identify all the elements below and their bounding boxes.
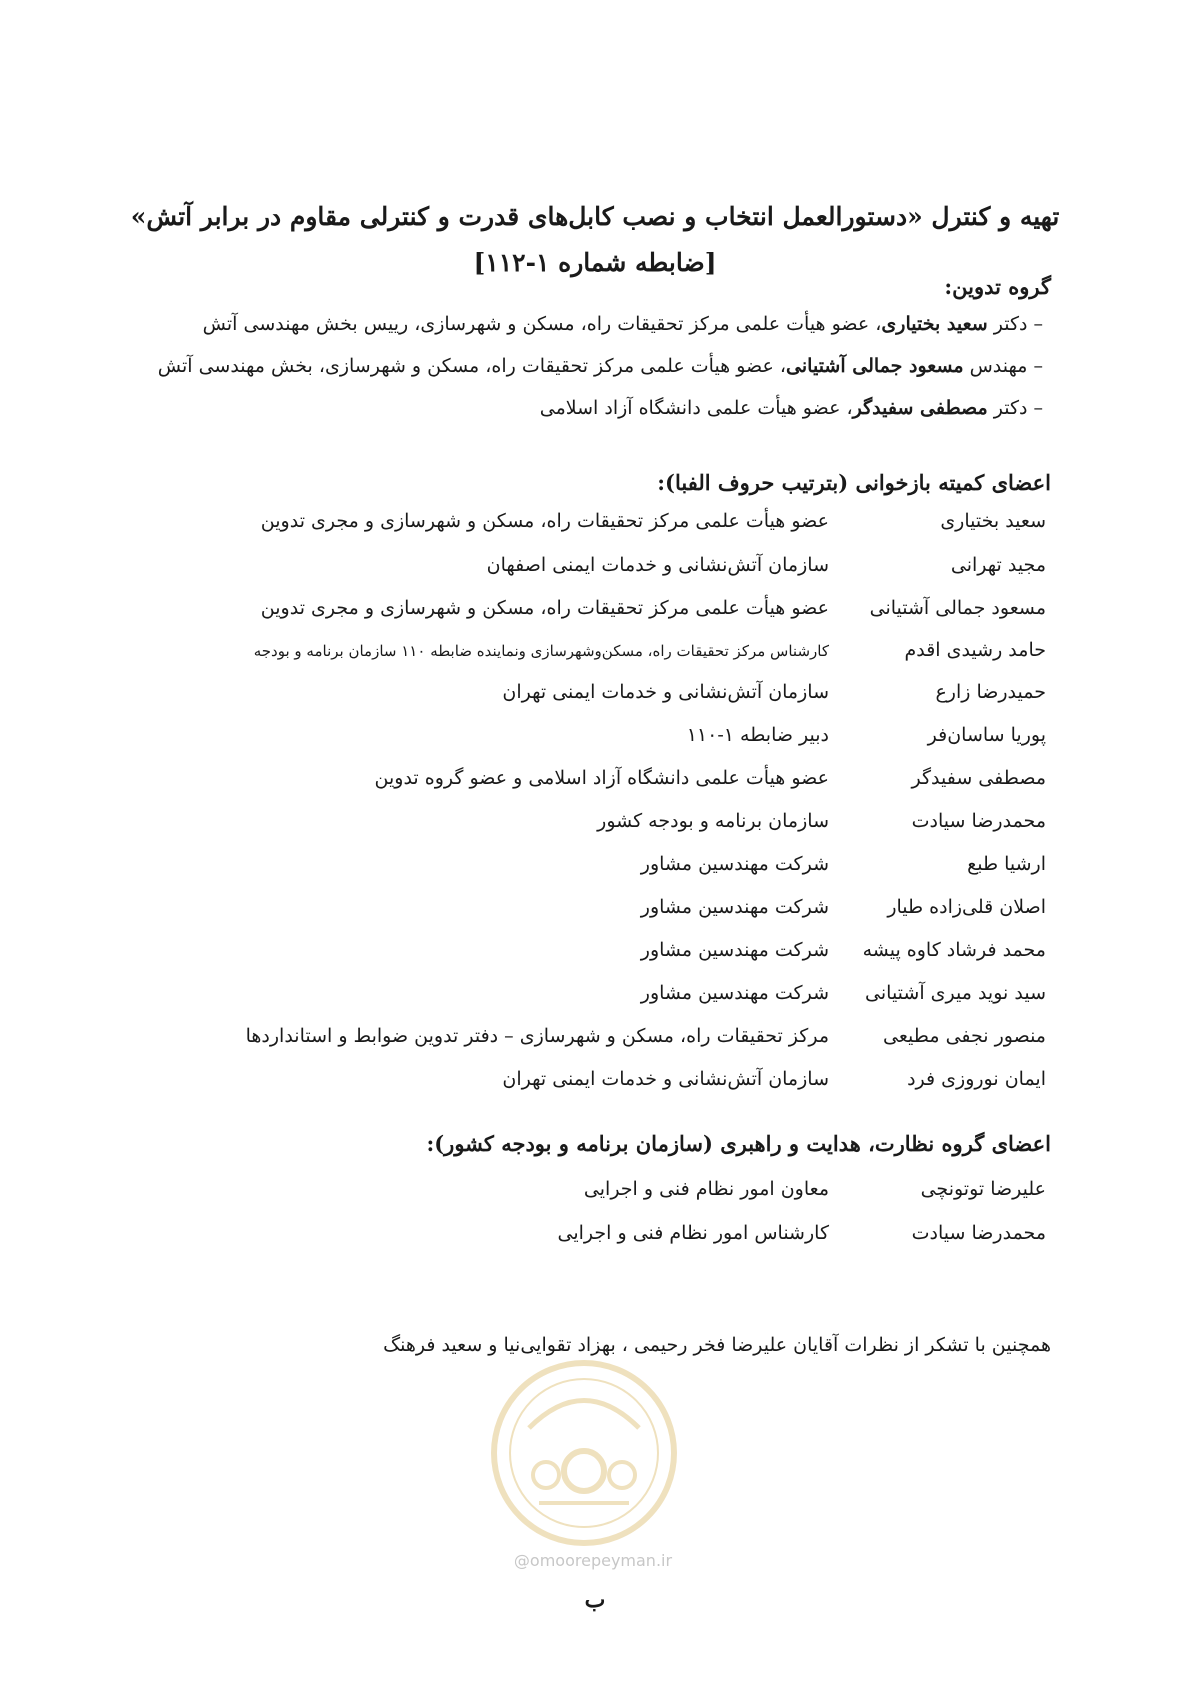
supervision-group-heading: اعضای گروه نظارت، هدایت و راهبری (سازمان برنامه و بودجه کشور): <box>426 1131 1051 1156</box>
member-role: سازمان آتش‌نشانی و خدمات ایمنی اصفهان <box>486 554 829 576</box>
drafting-member: – مهندس مسعود جمالی آشتیانی، عضو هیأت علمی مرکز تحقیقات راه، مسکن و شهرسازی، بخش مهندسی آتش <box>157 355 1043 377</box>
member-name: ارشیا طبع <box>967 853 1046 875</box>
member-name: علیرضا توتونچی <box>920 1178 1046 1200</box>
member-name: ایمان نوروزی فرد <box>907 1068 1046 1090</box>
member-name: حمیدرضا زارع <box>935 681 1046 703</box>
watermark-seal-icon <box>484 1353 684 1553</box>
member-name: حامد رشیدی اقدم <box>904 639 1046 661</box>
member-name: مسعود جمالی آشتیانی <box>869 597 1046 619</box>
member-name: پوریا ساسان‌فر <box>927 724 1046 746</box>
acknowledgement: همچنین با تشکر از نظرات آقایان علیرضا فخر رحیمی ، بهزاد تقوایی‌نیا و سعید فرهنگ <box>383 1334 1051 1356</box>
member-name: مصطفی سفیدگر <box>911 767 1046 789</box>
member-name: اصلان قلی‌زاده طیار <box>887 896 1046 918</box>
member-role: شرکت مهندسین مشاور <box>640 896 829 918</box>
member-role: سازمان آتش‌نشانی و خدمات ایمنی تهران <box>502 1068 829 1090</box>
drafting-member: – دکتر سعید بختیاری، عضو هیأت علمی مرکز تحقیقات راه، مسکن و شهرسازی، رییس بخش مهندسی آتش <box>202 313 1043 335</box>
member-name: محمد فرشاد کاوه پیشه <box>862 939 1046 961</box>
member-name: مجید تهرانی <box>950 554 1046 576</box>
document-code: [ضابطه شماره ۱-۱۱۲] <box>473 248 717 277</box>
member-role: معاون امور نظام فنی و اجرایی <box>583 1178 829 1200</box>
page-number: ب <box>584 1587 606 1613</box>
member-role: شرکت مهندسین مشاور <box>640 939 829 961</box>
member-role: سازمان برنامه و بودجه کشور <box>597 810 829 832</box>
member-role: عضو هیأت علمی دانشگاه آزاد اسلامی و عضو گروه تدوین <box>374 767 829 789</box>
watermark-url: @omoorepeyman.ir <box>513 1551 673 1570</box>
drafting-group-heading: گروه تدوین: <box>944 274 1051 299</box>
drafting-member: – دکتر مصطفی سفیدگر، عضو هیأت علمی دانشگاه آزاد اسلامی <box>539 397 1043 419</box>
member-role: کارشناس مرکز تحقیقات راه، مسکن‌وشهرسازی ونماینده ضابطه ۱۱۰ سازمان برنامه و بودجه <box>253 642 829 660</box>
member-name: سید نوید میری آشتیانی <box>865 982 1046 1004</box>
member-role: دبیر ضابطه ۱-۱۱۰ <box>686 724 829 746</box>
review-committee-heading: اعضای کمیته بازخوانی (بترتیب حروف الفبا): <box>657 470 1051 495</box>
member-role: عضو هیأت علمی مرکز تحقیقات راه، مسکن و شهرسازی و مجری تدوین <box>260 510 829 532</box>
member-role: کارشناس امور نظام فنی و اجرایی <box>557 1222 829 1244</box>
member-role: مرکز تحقیقات راه، مسکن و شهرسازی – دفتر تدوین ضوابط و استانداردها <box>245 1025 829 1047</box>
document-title: تهیه و کنترل «دستورالعمل انتخاب و نصب کابل‌های قدرت و کنترلی مقاوم در برابر آتش» <box>130 202 1060 231</box>
member-role: سازمان آتش‌نشانی و خدمات ایمنی تهران <box>502 681 829 703</box>
member-role: شرکت مهندسین مشاور <box>640 853 829 875</box>
member-role: شرکت مهندسین مشاور <box>640 982 829 1004</box>
member-name: محمدرضا سیادت <box>911 810 1046 832</box>
member-name: محمدرضا سیادت <box>911 1222 1046 1244</box>
member-name: منصور نجفی مطیعی <box>883 1025 1046 1047</box>
member-name: سعید بختیاری <box>940 510 1046 532</box>
member-role: عضو هیأت علمی مرکز تحقیقات راه، مسکن و شهرسازی و مجری تدوین <box>260 597 829 619</box>
